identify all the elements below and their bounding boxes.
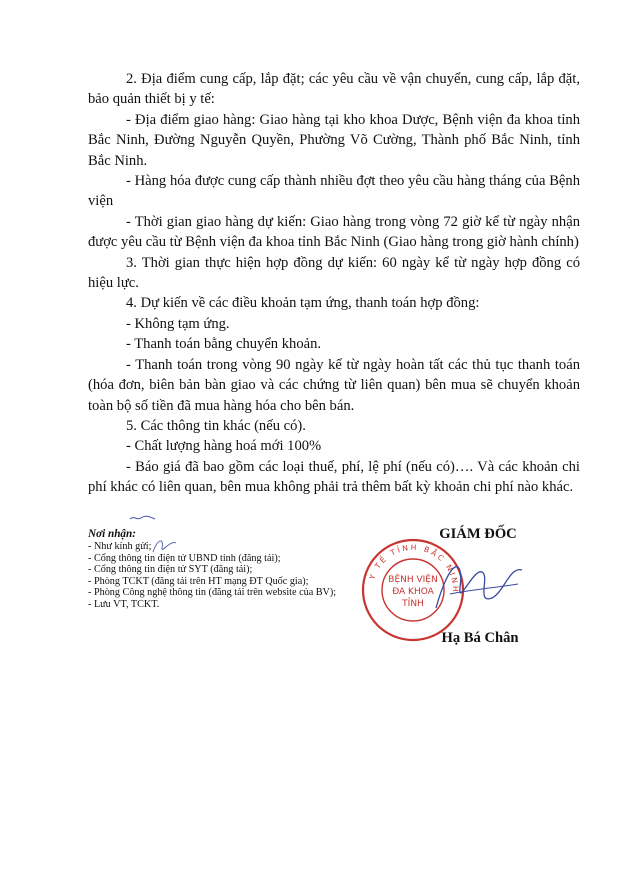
recipients-block: [88, 528, 388, 611]
delivery-location: - Địa điểm giao hàng: Giao hàng tại kho khoa Dược, Bệnh viện đa khoa tỉnh Bắc Ninh, Đường Nguyễn Quyền, Phường Võ Cường, Thành phố Bắc Ninh, tỉnh Bắc Ninh.: [88, 111, 580, 169]
director-name: Hạ Bá Chân: [441, 630, 519, 646]
section-2-heading: 2. Địa điểm cung cấp, lắp đặt; các yêu cầu về vận chuyển, cung cấp, lắp đặt, bảo quản thiết bị y tế:: [88, 71, 580, 108]
recipient-item: - Như kính gửi;: [88, 541, 152, 552]
recipient-item: - Phòng TCKT (đăng tải trên HT mạng ĐT Quốc gia);: [88, 575, 309, 587]
recipient-item: - Cổng thông tin điện tử SYT (đăng tải);: [88, 564, 253, 576]
price-note: - Báo giá đã bao gồm các loại thuế, phí, lệ phí (nếu có)…. Và các khoản chi phí khác có liên quan, bên mua không phải trả thêm bất kỳ khoản chi phí nào khác.: [88, 458, 580, 496]
recipients-heading: Nơi nhận:: [88, 528, 136, 540]
bank-transfer: - Thanh toán bằng chuyển khoản.: [126, 336, 322, 353]
document-body: [88, 69, 580, 498]
payment-terms: - Thanh toán trong vòng 90 ngày kể từ ngày hoàn tất các thủ tục thanh toán (hóa đơn, biên bản bàn giao và các chứng từ liên quan) bên mua sẽ chuyển khoản toàn bộ số tiền đã mua hàng hóa cho bên bán.: [88, 356, 580, 414]
initial-signature-icon: [150, 534, 180, 556]
director-title: GIÁM ĐỐC: [439, 526, 517, 542]
svg-text:Y TẾ TỈNH BẮC NINH: Y TẾ TỈNH BẮC NINH: [367, 542, 461, 594]
section-5-heading: 5. Các thông tin khác (nếu có).: [126, 417, 306, 434]
initial-scribble-icon: [128, 513, 158, 523]
director-signature-icon: [430, 548, 530, 628]
delivery-time: - Thời gian giao hàng dự kiến: Giao hàng trong vòng 72 giờ kể từ ngày nhận được yêu cầu từ Bệnh viện đa khoa tỉnh Bắc Ninh (Giao hàng trong giờ hành chính): [88, 213, 580, 251]
quality-note: - Chất lượng hàng hoá mới 100%: [126, 438, 322, 455]
no-advance: - Không tạm ứng.: [126, 315, 230, 332]
recipient-item: - Cổng thông tin điện tử UBND tỉnh (đăng tải);: [88, 552, 281, 564]
section-3-contract-time: 3. Thời gian thực hiện hợp đồng dự kiến: 60 ngày kể từ ngày hợp đồng có hiệu lực.: [88, 254, 580, 292]
recipient-item: - Lưu VT, TCKT.: [88, 598, 160, 610]
svg-text:BỆNH VIỆN: BỆNH VIỆN: [388, 575, 438, 585]
section-4-heading: 4. Dự kiến về các điều khoản tạm ứng, thanh toán hợp đồng:: [126, 295, 480, 312]
delivery-batches: - Hàng hóa được cung cấp thành nhiều đợt theo yêu cầu hàng tháng của Bệnh viện: [88, 173, 580, 210]
svg-text:ĐA KHOA: ĐA KHOA: [392, 587, 434, 597]
svg-text:TỈNH: TỈNH: [402, 599, 424, 609]
recipient-item: - Phòng Công nghệ thông tin (đăng tải trên website của BV);: [88, 587, 337, 599]
